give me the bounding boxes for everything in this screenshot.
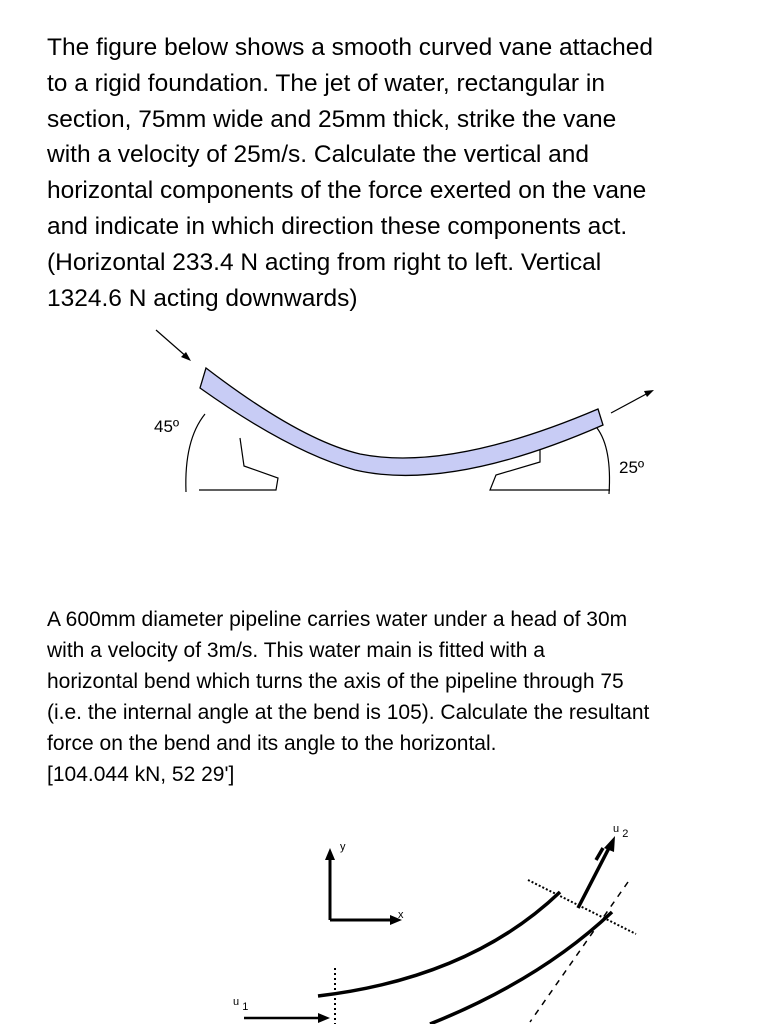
angle-arc-right: [597, 428, 610, 494]
problem-2-text: [47, 604, 747, 790]
text-line: (i.e. the internal angle at the bend is 105). Calculate the resultant: [47, 701, 650, 724]
pipe-inner-wall: [430, 912, 612, 1024]
text-line: force on the bend and its angle to the horizontal.: [47, 732, 497, 755]
inflow-arrow: [244, 1013, 330, 1023]
velocity-out-subscript: 2: [622, 828, 629, 840]
text-line: horizontal bend which turns the axis of the pipeline through 75: [47, 670, 624, 693]
velocity-out-symbol: u: [613, 823, 620, 835]
velocity-in-label: [233, 996, 248, 1013]
jet-out-arrow: [611, 390, 654, 413]
text-line: A 600mm diameter pipeline carries water under a head of 30m: [47, 608, 628, 631]
angle-label-right: 25º: [619, 458, 645, 477]
jet-in-arrow: [156, 330, 191, 361]
angle-label-left: 45º: [154, 417, 180, 436]
velocity-in-subscript: 1: [242, 1001, 249, 1013]
pipe-outer-wall: [318, 892, 560, 996]
text-line: to a rigid foundation. The jet of water, rectangular in: [47, 69, 605, 97]
text-line: section, 75mm wide and 25mm thick, strike the vane: [47, 105, 617, 133]
left-support: [199, 438, 278, 490]
velocity-out-label: [613, 823, 628, 840]
axis-x-label: x: [398, 909, 404, 921]
text-line: with a velocity of 25m/s. Calculate the vertical and: [47, 141, 589, 169]
text-line: and indicate in which direction these components act.: [47, 212, 628, 240]
pipe-bend-figure: [0, 800, 768, 1024]
text-line: (Horizontal 233.4 N acting from right to left. Vertical: [47, 248, 602, 276]
axes: [325, 848, 402, 925]
velocity-in-symbol: u: [233, 996, 240, 1008]
text-line: with a velocity of 3m/s. This water main is fitted with a: [47, 639, 545, 662]
answer-line: [104.044 kN, 52 29']: [47, 763, 235, 786]
vane: [200, 368, 603, 475]
text-line: The figure below shows a smooth curved vane attached: [47, 34, 654, 61]
angle-arc-left: [186, 414, 205, 492]
answer-line: 1324.6 N acting downwards): [47, 284, 358, 312]
text-line: horizontal components of the force exerted on the vane: [47, 177, 647, 205]
axis-y-label: y: [340, 841, 346, 853]
